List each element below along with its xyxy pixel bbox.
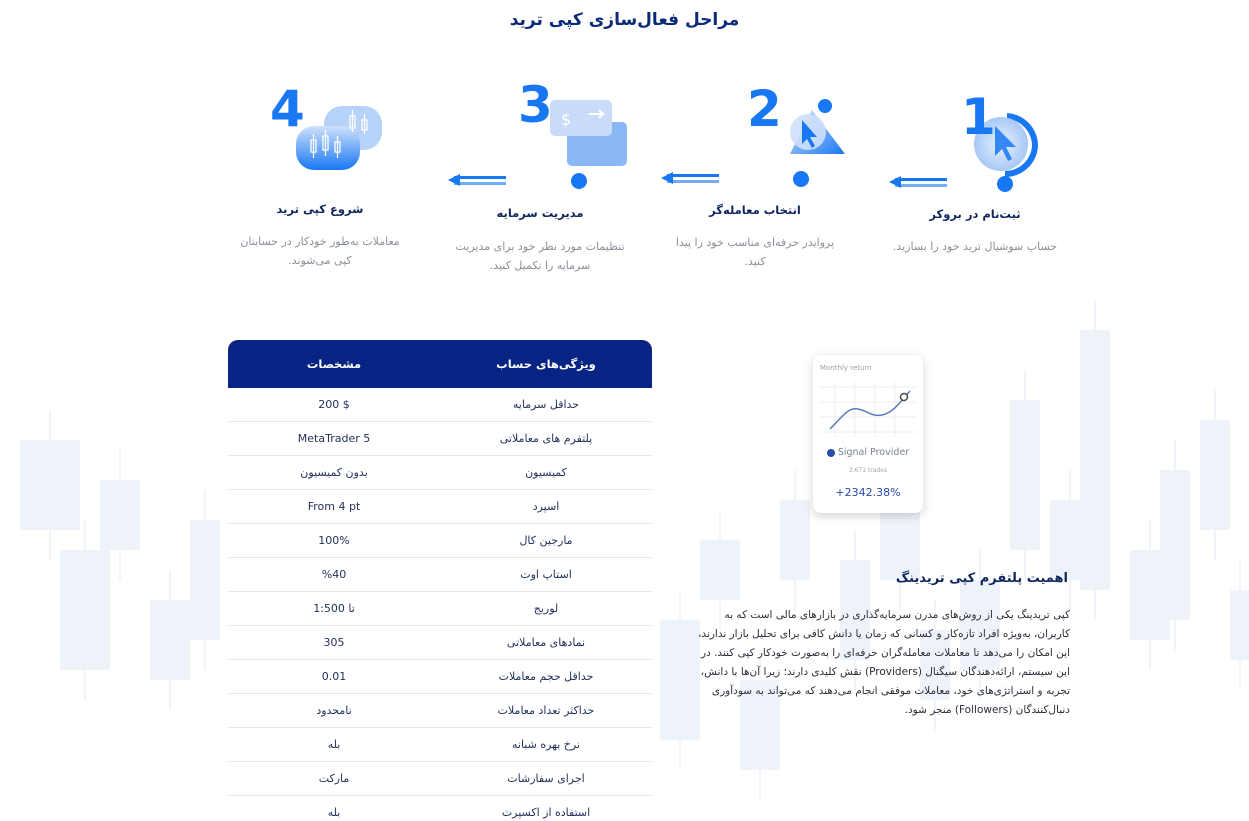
step-2 xyxy=(655,80,855,280)
row-value: بله xyxy=(327,806,341,819)
card-provider xyxy=(813,447,923,458)
row-feature: حداقل حجم معاملات xyxy=(498,670,594,683)
row-feature: لوریج xyxy=(533,602,559,615)
user-target-icon xyxy=(770,88,850,168)
section-title: مراحل فعال‌سازی کپی ترید xyxy=(509,10,740,30)
step-1 xyxy=(875,80,1075,280)
step-title: ثبت‌نام در بروکر xyxy=(929,207,1021,221)
table-row xyxy=(228,626,652,660)
step-number: 2 xyxy=(747,80,782,138)
step-number: 3 xyxy=(518,76,553,134)
step-description: معاملات به‌طور خودکار در حسابتان کپی می‌شوند. xyxy=(240,235,400,267)
importance-title: اهمیت پلتفرم کپی تریدینگ xyxy=(895,571,1068,586)
candlestick-chart-icon xyxy=(290,100,390,195)
arrow-left-icon xyxy=(448,172,508,192)
table-row xyxy=(228,388,652,422)
account-features-table xyxy=(228,340,652,821)
table-row xyxy=(228,524,652,558)
card-label: Monthly return xyxy=(820,364,872,372)
step-3 xyxy=(440,76,640,280)
row-feature: استاپ اوت xyxy=(520,568,572,581)
step-title: شروع کپی ترید xyxy=(276,202,364,216)
info-icon xyxy=(827,449,835,457)
row-value: 100% xyxy=(318,534,350,547)
step-description: پروایدر حرفه‌ای مناسب خود را پیدا کنید. xyxy=(675,236,835,268)
row-feature: استفاده از اکسپرت xyxy=(501,806,591,819)
table-header xyxy=(228,340,652,388)
header-spec: مشخصات xyxy=(306,357,362,371)
row-feature: پلتفرم های معاملاتی xyxy=(499,432,593,445)
step-description: حساب سوشیال ترید خود را بسازید. xyxy=(892,240,1058,253)
header-feature: ویژگی‌های حساب xyxy=(496,357,596,371)
step-number: 4 xyxy=(270,80,305,138)
importance-text: کپی تریدینگ یکی از روش‌های مدرن سرمایه‌گذاری در بازارهای مالی است که به کاربران، به‌ویژه افراد تازه‌کار و کسانی که زمان یا دانش کافی برای تحلیل بازار ندارند، این امکان را می‌دهد تا معاملات معامله‌گران حرفه‌ای را به‌صورت خودکار کپی کنند. در این سیستم، ارائه‌دهندگان سیگنال (Providers) نقش کلیدی دارند؛ زیرا آن‌ها با دانش، تجربه و استراتژی‌های خود، معاملات موفقی انجام می‌دهند که می‌تواند به سودآوری دنبال‌کنندگان (Followers) منجر شود. xyxy=(698,609,1070,716)
row-feature: حداقل سرمایه xyxy=(512,398,580,411)
row-feature: کمیسیون xyxy=(525,466,567,479)
step-dot xyxy=(997,176,1013,192)
card-return: +2342.38% xyxy=(835,486,901,499)
row-feature: اجرای سفارشات xyxy=(507,772,585,785)
step-number: 1 xyxy=(961,88,996,146)
row-value: %40 xyxy=(321,568,347,581)
row-feature: نمادهای معاملاتی xyxy=(506,636,586,649)
table-row xyxy=(228,694,652,728)
step-4 xyxy=(220,80,420,280)
step-dot xyxy=(793,171,809,187)
row-value: From 4 pt xyxy=(307,500,361,513)
row-feature: اسپرد xyxy=(532,500,560,513)
row-feature: مارجین کال xyxy=(519,534,573,547)
signal-provider-card xyxy=(813,355,923,513)
row-value: 0.01 xyxy=(321,670,347,683)
row-value: MetaTrader 5 xyxy=(297,432,371,445)
step-dot xyxy=(571,173,587,189)
table-row xyxy=(228,456,652,490)
table-row xyxy=(228,660,652,694)
step-description: تنظیمات مورد نظر خود برای مدیریت سرمایه را تکمیل کنید. xyxy=(455,240,625,272)
table-row xyxy=(228,592,652,626)
card-trades: 2,671 trades xyxy=(848,467,888,474)
table-row xyxy=(228,796,652,821)
row-feature: حداکثر تعداد معاملات xyxy=(497,704,595,717)
return-chart xyxy=(820,377,916,437)
arrow-left-icon xyxy=(889,174,949,194)
row-value: بدون کمیسیون xyxy=(300,466,368,479)
table-row xyxy=(228,558,652,592)
step-title: انتخاب معامله‌گر xyxy=(709,203,801,217)
svg-text:$: $ xyxy=(560,110,571,129)
table-row xyxy=(228,728,652,762)
arrow-left-icon xyxy=(661,170,721,190)
row-value: نامحدود xyxy=(316,704,352,717)
step-title: مدیریت سرمایه xyxy=(496,206,584,220)
table-body xyxy=(228,388,652,821)
row-value: تا 1:500 xyxy=(313,602,355,615)
card-provider-label: Signal Provider xyxy=(837,447,910,458)
money-transfer-icon xyxy=(545,92,635,172)
row-value: مارکت xyxy=(318,772,350,785)
table-row xyxy=(228,762,652,796)
row-value: 305 xyxy=(323,636,345,649)
row-value: $ 200 xyxy=(318,398,350,411)
row-value: بله xyxy=(327,738,341,751)
table-row xyxy=(228,422,652,456)
table-row xyxy=(228,490,652,524)
row-feature: نرخ بهره شبانه xyxy=(511,738,581,751)
